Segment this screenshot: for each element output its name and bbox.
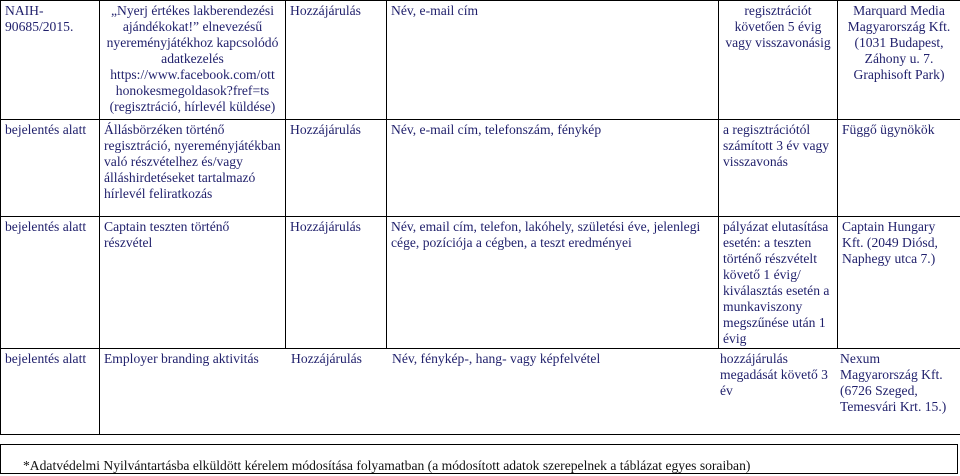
retention-cell: pályázat elutasítása esetén: a teszten történő részvételt követő 1 évig/ kiválasztás esetén a munkaviszony megszűnése után 1 évig bbox=[719, 217, 838, 349]
purpose-cell: „Nyerj értékes lakberendezési ajándékokat!” elnevezésű nyereményjátékhoz kapcsolódó adatkezelés https://www.facebook.com/ott honokesmegoldasok?fref=ts (regisztráció, hírlevél küldése) bbox=[100, 1, 286, 120]
data-scope-cell: Név, fénykép-, hang- vagy képfelvétel bbox=[392, 351, 601, 366]
case-number-cell: bejelentés alatt bbox=[1, 120, 100, 217]
purpose-cell: Állásbörzéken történő regisztráció, nyereményjátékban való részvételhez és/vagy álláshirdetéseket tartalmazó hírlevél feliratkozás bbox=[100, 120, 286, 217]
processor-cell: Captain Hungary Kft. (2049 Diósd, Naphegy utca 7.) bbox=[838, 217, 960, 349]
table-row bbox=[1, 1, 960, 120]
table-row bbox=[1, 217, 960, 349]
case-number-cell: bejelentés alatt bbox=[1, 349, 100, 435]
purpose-cell: Employer branding aktivitás bbox=[104, 351, 259, 366]
processor-cell: Függő ügynökök bbox=[838, 120, 960, 217]
retention-cell: hozzájárulás megadását követő 3 év bbox=[720, 351, 828, 398]
data-scope-cell: Név, email cím, telefon, lakóhely, születési éve, jelenlegi cége, pozíciója a cégben, a teszt eredményei bbox=[387, 217, 719, 349]
case-number-cell: NAIH-90685/2015. bbox=[1, 1, 100, 120]
processor-cell: Marquard Media Magyarország Kft. (1031 Budapest, Záhony u. 7. Graphisoft Park) bbox=[838, 1, 960, 120]
data-scope-cell: Név, e-mail cím bbox=[387, 1, 719, 120]
legal-basis-cell: Hozzájárulás bbox=[286, 120, 387, 217]
processor-cell: Nexum Magyarország Kft. (6726 Szeged, Temesvári Krt. 15.) bbox=[840, 351, 947, 414]
legal-basis-cell: Hozzájárulás bbox=[286, 217, 387, 349]
purpose-cell: Captain teszten történő részvétel bbox=[100, 217, 286, 349]
table-row bbox=[1, 349, 960, 435]
legal-basis-cell: Hozzájárulás bbox=[286, 1, 387, 120]
retention-cell: a regisztrációtól számított 3 év vagy visszavonás bbox=[719, 120, 838, 217]
retention-cell: regisztrációt követően 5 évig vagy visszavonásig bbox=[719, 1, 838, 120]
data-scope-cell: Név, e-mail cím, telefonszám, fénykép bbox=[387, 120, 719, 217]
table-row bbox=[1, 120, 960, 217]
case-number-cell: bejelentés alatt bbox=[1, 217, 100, 349]
footnote: *Adatvédelmi Nyilvántartásba elküldött kérelem módosítása folyamatban (a módosított adatok szerepelnek a táblázat egyes soraiban) bbox=[0, 444, 958, 474]
legal-basis-cell: Hozzájárulás bbox=[291, 351, 362, 366]
